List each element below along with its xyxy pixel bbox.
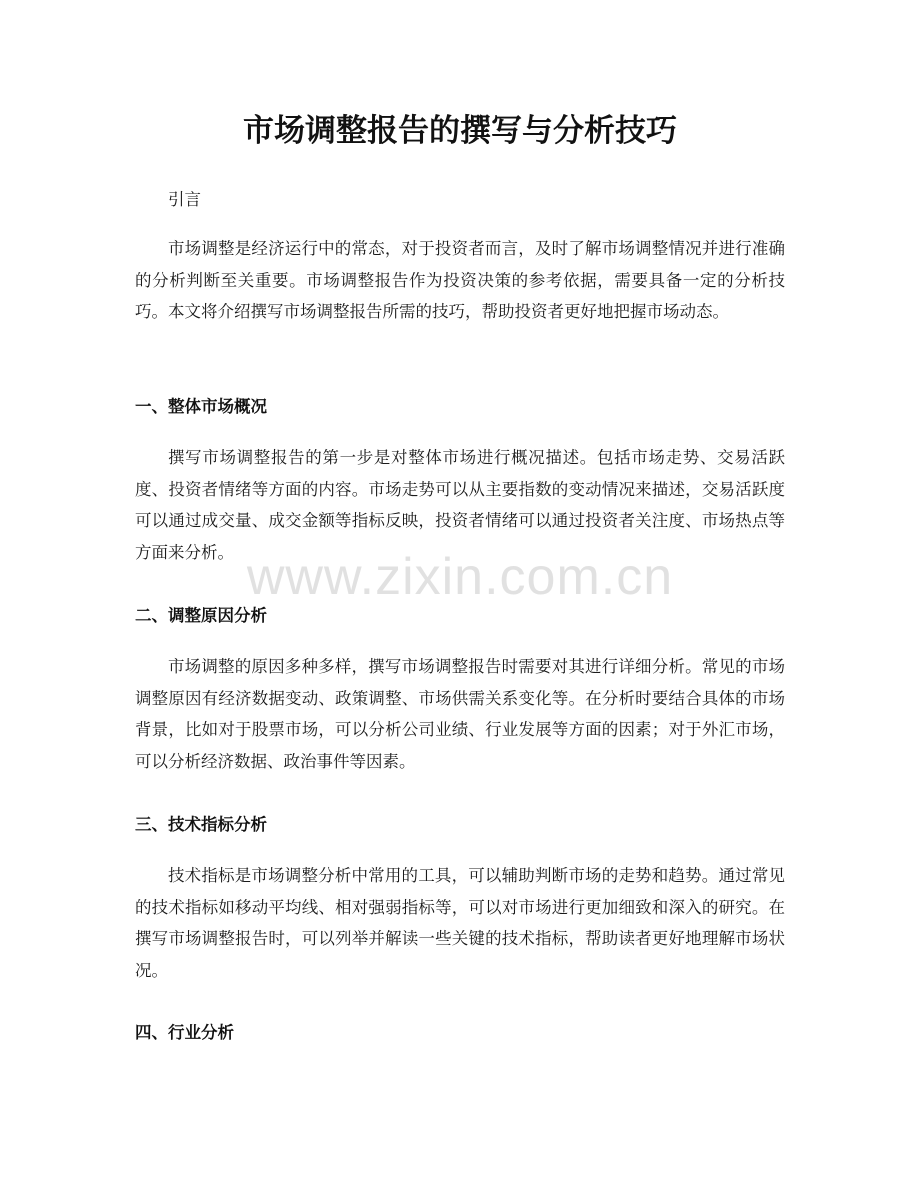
section-paragraph-causes: 市场调整的原因多种多样，撰写市场调整报告时需要对其进行详细分析。常见的市场调整原因有经济数据变动、政策调整、市场供需关系变化等。在分析时要结合具体的市场背景，比如对于股票市场，可以分析公司业绩、行业发展等方面的因素；对于外汇市场，可以分析经济数据、政治事件等因素。: [135, 657, 785, 771]
intro-label: 引言: [168, 190, 201, 209]
document-title: 市场调整报告的撰写与分析技巧: [243, 113, 677, 149]
intro-paragraph: 市场调整是经济运行中的常态，对于投资者而言，及时了解市场调整情况并进行准确的分析判断至关重要。市场调整报告作为投资决策的参考依据，需要具备一定的分析技巧。本文将介绍撰写市场调整报告所需的技巧，帮助投资者更好地把握市场动态。: [135, 239, 785, 321]
section-heading-industry: 四、行业分析: [135, 1023, 234, 1042]
section-heading-causes: 二、调整原因分析: [135, 606, 267, 625]
watermark: www.zixin.com.cn: [246, 548, 674, 606]
section-heading-technical: 三、技术指标分析: [135, 815, 267, 834]
section-paragraph-technical: 技术指标是市场调整分析中常用的工具，可以辅助判断市场的走势和趋势。通过常见的技术指标如移动平均线、相对强弱指标等，可以对市场进行更加细致和深入的研究。在撰写市场调整报告时，可以列举并解读一些关键的技术指标，帮助读者更好地理解市场状况。: [135, 866, 785, 980]
section-paragraph-overview: 撰写市场调整报告的第一步是对整体市场进行概况描述。包括市场走势、交易活跃度、投资者情绪等方面的内容。市场走势可以从主要指数的变动情况来描述，交易活跃度可以通过成交量、成交金额等指标反映，投资者情绪可以通过投资者关注度、市场热点等方面来分析。: [135, 448, 785, 562]
section-heading-overview: 一、整体市场概况: [135, 397, 267, 416]
